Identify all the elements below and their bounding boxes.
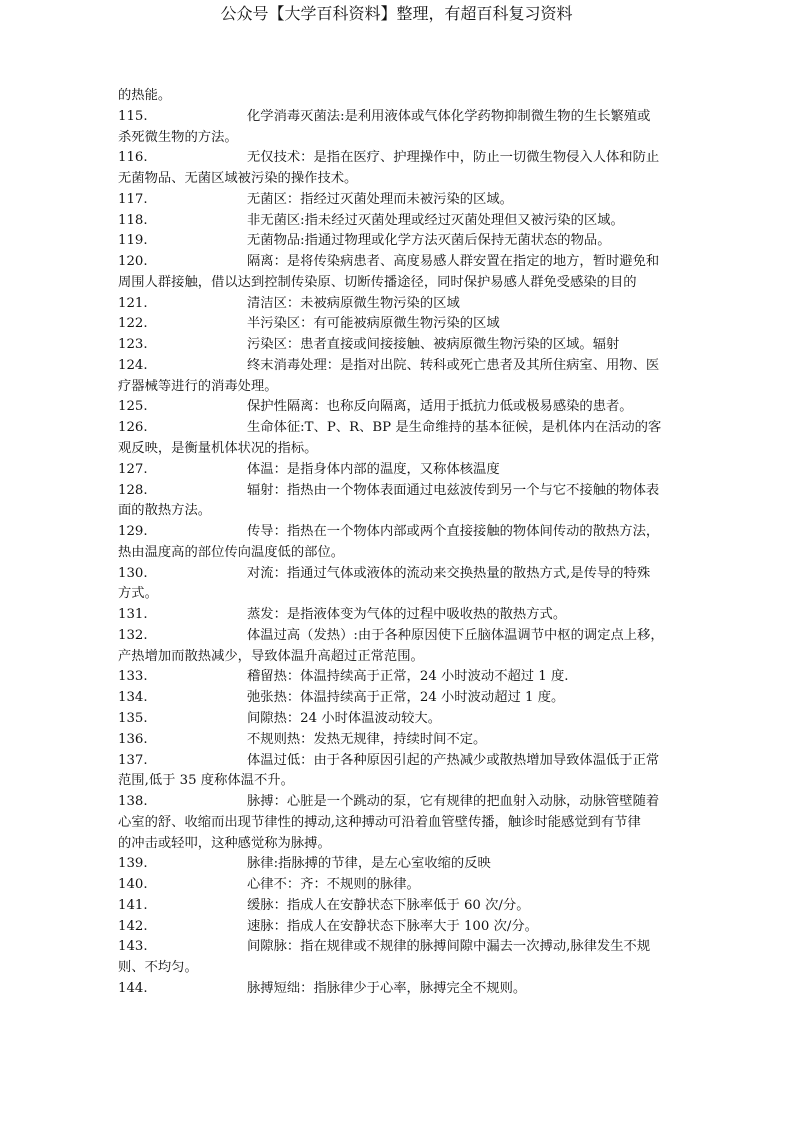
entry-number: 123. bbox=[118, 337, 148, 353]
document-body bbox=[118, 86, 688, 1000]
entry-text: 间隙脉：指在规律或不规律的脉搏间隙中漏去一次搏动,脉律发生不规 bbox=[247, 939, 651, 955]
list-item bbox=[118, 667, 688, 688]
entry-first-line bbox=[118, 314, 688, 335]
entry-number: 144. bbox=[118, 980, 148, 996]
entry-first-line bbox=[118, 294, 688, 315]
list-item bbox=[118, 418, 688, 460]
entry-text: 非无菌区:指未经过灭菌处理或经过灭菌处理但又被污染的区域。 bbox=[247, 212, 624, 228]
list-item bbox=[118, 937, 688, 979]
list-item bbox=[118, 460, 688, 481]
entry-first-line bbox=[118, 481, 688, 502]
entry-number: 125. bbox=[118, 399, 148, 415]
entry-text: 不规则热：发热无规律，持续时间不定。 bbox=[247, 731, 487, 747]
entry-first-line bbox=[118, 854, 688, 875]
entry-first-line bbox=[118, 211, 688, 232]
list-item bbox=[118, 709, 688, 730]
entry-text: 稽留热：体温持续高于正常，24 小时波动不超过 1 度. bbox=[247, 669, 569, 685]
entry-text: 体温过高（发热）:由于各种原因使下丘脑体温调节中枢的调定点上移， bbox=[247, 627, 664, 643]
entry-number: 128. bbox=[118, 482, 148, 498]
entry-number: 139. bbox=[118, 856, 148, 872]
list-item bbox=[118, 252, 688, 294]
list-item bbox=[118, 148, 688, 190]
entry-text: 速脉：指成人在安静状态下脉率大于 100 次/分。 bbox=[247, 918, 538, 934]
entry-continuation-line: 的冲击或轻叩，这种感觉称为脉搏。 bbox=[118, 835, 331, 851]
list-item bbox=[118, 751, 688, 793]
entry-continuation-line: 观反映，是衡量机体状况的指标。 bbox=[118, 441, 318, 457]
entry-text: 污染区：患者直接或间接接触、被病原微生物污染的区域。辐射 bbox=[247, 337, 620, 353]
entry-continuation-line: 疗器械等进行的消毒处理。 bbox=[118, 378, 278, 394]
entry-first-line bbox=[118, 688, 688, 709]
entry-first-line bbox=[118, 148, 688, 169]
entry-number: 135. bbox=[118, 710, 148, 726]
entry-first-line bbox=[118, 190, 688, 211]
entry-text: 清洁区：未被病原微生物污染的区域 bbox=[247, 295, 460, 311]
entry-number: 133. bbox=[118, 669, 148, 685]
entry-first-line bbox=[118, 522, 688, 543]
entry-first-line bbox=[118, 875, 688, 896]
list-item bbox=[118, 792, 688, 854]
entry-number: 143. bbox=[118, 939, 148, 955]
entry-first-line bbox=[118, 335, 688, 356]
entry-first-line bbox=[118, 252, 688, 273]
entry-first-line bbox=[118, 356, 688, 377]
entry-number: 117. bbox=[118, 191, 148, 207]
list-item bbox=[118, 564, 688, 606]
list-item bbox=[118, 356, 688, 398]
list-item bbox=[118, 522, 688, 564]
entry-first-line bbox=[118, 418, 688, 439]
entry-text: 无菌物品:指通过物理或化学方法灭菌后保持无菌状态的物品。 bbox=[247, 233, 611, 249]
entry-text: 间隙热：24 小时体温波动较大。 bbox=[247, 710, 442, 726]
entry-text: 弛张热：体温持续高于正常，24 小时波动超过 1 度。 bbox=[247, 690, 565, 706]
entry-continuation-line: 产热增加而散热减少，导致体温升高超过正常范围。 bbox=[118, 648, 424, 664]
entry-continuation-line: 面的散热方法。 bbox=[118, 503, 212, 519]
entry-number: 119. bbox=[118, 233, 148, 249]
entry-first-line bbox=[118, 792, 688, 813]
entry-first-line bbox=[118, 667, 688, 688]
entry-first-line bbox=[118, 937, 688, 958]
entry-number: 118. bbox=[118, 212, 148, 228]
entry-text: 脉搏：心脏是一个跳动的泵，它有规律的把血射入动脉，动脉管壁随着 bbox=[247, 794, 660, 810]
entry-first-line bbox=[118, 231, 688, 252]
entry-text: 保护性隔离：也称反向隔离，适用于抵抗力低或极易感染的患者。 bbox=[247, 399, 633, 415]
entry-number: 122. bbox=[118, 316, 148, 332]
list-item bbox=[118, 190, 688, 211]
list-item bbox=[118, 107, 688, 149]
entry-number: 136. bbox=[118, 731, 148, 747]
entry-first-line bbox=[118, 751, 688, 772]
entry-number: 137. bbox=[118, 752, 148, 768]
entry-continuation-line: 心室的舒、收缩而出现节律性的搏动,这种搏动可沿着血管壁传播，触诊时能感觉到有节律 bbox=[118, 814, 641, 830]
list-item bbox=[118, 875, 688, 896]
entry-text: 心律不：齐：不规则的脉律。 bbox=[247, 877, 420, 893]
entry-text: 辐射：指热由一个物体表面通过电兹波传到另一个与它不接触的物体表 bbox=[247, 482, 660, 498]
list-item bbox=[118, 314, 688, 335]
list-item bbox=[118, 896, 688, 917]
entry-number: 121. bbox=[118, 295, 148, 311]
entry-number: 130. bbox=[118, 565, 148, 581]
entry-first-line bbox=[118, 626, 688, 647]
entry-number: 131. bbox=[118, 607, 148, 623]
entry-text: 传导：指热在一个物体内部或两个直接接触的物体间传动的散热方法， bbox=[247, 524, 660, 540]
list-item bbox=[118, 626, 688, 668]
list-item bbox=[118, 730, 688, 751]
entry-text: 体温过低：由于各种原因引起的产热减少或散热增加导致体温低于正常 bbox=[247, 752, 660, 768]
entry-text: 生命体征:T、P、R、BP 是生命维持的基本征候，是机体内在活动的客 bbox=[247, 420, 662, 436]
entry-number: 126. bbox=[118, 420, 148, 436]
entry-number: 120. bbox=[118, 254, 148, 270]
entry-number: 127. bbox=[118, 461, 148, 477]
entry-text: 脉搏短绌：指脉律少于心率，脉搏完全不规则。 bbox=[247, 980, 527, 996]
entry-continuation-line: 杀死微生物的方法。 bbox=[118, 129, 238, 145]
entry-first-line bbox=[118, 107, 688, 128]
list-item bbox=[118, 211, 688, 232]
entry-first-line bbox=[118, 917, 688, 938]
entry-number: 141. bbox=[118, 897, 148, 913]
entry-first-line bbox=[118, 896, 688, 917]
entry-number: 142. bbox=[118, 918, 148, 934]
entry-text: 无仅技术：是指在医疗、护理操作中，防止一切微生物侵入人体和防止 bbox=[247, 150, 660, 166]
entry-first-line bbox=[118, 460, 688, 481]
entry-continuation-line: 周围人群接触，借以达到控制传染原、切断传播途径，同时保护易感人群免受感染的目的 bbox=[118, 274, 637, 290]
entry-number: 140. bbox=[118, 877, 148, 893]
entry-number: 116. bbox=[118, 150, 148, 166]
list-item bbox=[118, 688, 688, 709]
list-item bbox=[118, 917, 688, 938]
list-item bbox=[118, 397, 688, 418]
list-item bbox=[118, 231, 688, 252]
entry-text: 化学消毒灭菌法:是利用液体或气体化学药物抑制微生物的生长繁殖或 bbox=[247, 108, 651, 124]
list-item bbox=[118, 854, 688, 875]
entry-text: 半污染区：有可能被病原微生物污染的区域 bbox=[247, 316, 500, 332]
entry-continuation-line: 无菌物品、无菌区域被污染的操作技术。 bbox=[118, 171, 358, 187]
entry-text: 隔离：是将传染病患者、高度易感人群安置在指定的地方，暂时避免和 bbox=[247, 254, 660, 270]
entry-continuation-line: 热由温度高的部位传向温度低的部位。 bbox=[118, 544, 345, 560]
list-item bbox=[118, 481, 688, 523]
entry-text: 无菌区：指经过灭菌处理而未被污染的区域。 bbox=[247, 191, 513, 207]
entry-text: 对流：指通过气体或液体的流动来交换热量的散热方式,是传导的特殊 bbox=[247, 565, 651, 581]
entry-first-line bbox=[118, 709, 688, 730]
entry-number: 138. bbox=[118, 794, 148, 810]
entry-first-line bbox=[118, 730, 688, 751]
entry-number: 132. bbox=[118, 627, 148, 643]
list-item bbox=[118, 979, 688, 1000]
entry-text: 蒸发：是指液体变为气体的过程中吸收热的散热方式。 bbox=[247, 607, 567, 623]
entry-number: 129. bbox=[118, 524, 148, 540]
list-item bbox=[118, 294, 688, 315]
entry-text: 脉律:指脉搏的节律，是左心室收缩的反映 bbox=[247, 856, 491, 872]
list-item bbox=[118, 335, 688, 356]
entry-number: 134. bbox=[118, 690, 148, 706]
entry-text: 终末消毒处理：是指对出院、转科或死亡患者及其所住病室、用物、医 bbox=[247, 357, 660, 373]
entry-number: 115. bbox=[118, 108, 148, 124]
entry-first-line bbox=[118, 979, 688, 1000]
entry-number: 124. bbox=[118, 357, 148, 373]
page-header: 公众号【大学百科资料】整理，有超百科复习资料 bbox=[220, 4, 573, 23]
entry-first-line bbox=[118, 605, 688, 626]
entry-first-line bbox=[118, 397, 688, 418]
entry-continuation-line: 范围,低于 35 度称体温不升。 bbox=[118, 773, 294, 789]
entry-continuation-line: 方式。 bbox=[118, 586, 158, 602]
list-item bbox=[118, 605, 688, 626]
intro-line: 的热能。 bbox=[118, 88, 172, 103]
entry-text: 缓脉：指成人在安静状态下脉率低于 60 次/分。 bbox=[247, 897, 530, 913]
entry-first-line bbox=[118, 564, 688, 585]
entry-continuation-line: 则、不均匀。 bbox=[118, 960, 198, 976]
entry-list bbox=[118, 107, 688, 1000]
entry-text: 体温：是指身体内部的温度，又称体核温度 bbox=[247, 461, 500, 477]
